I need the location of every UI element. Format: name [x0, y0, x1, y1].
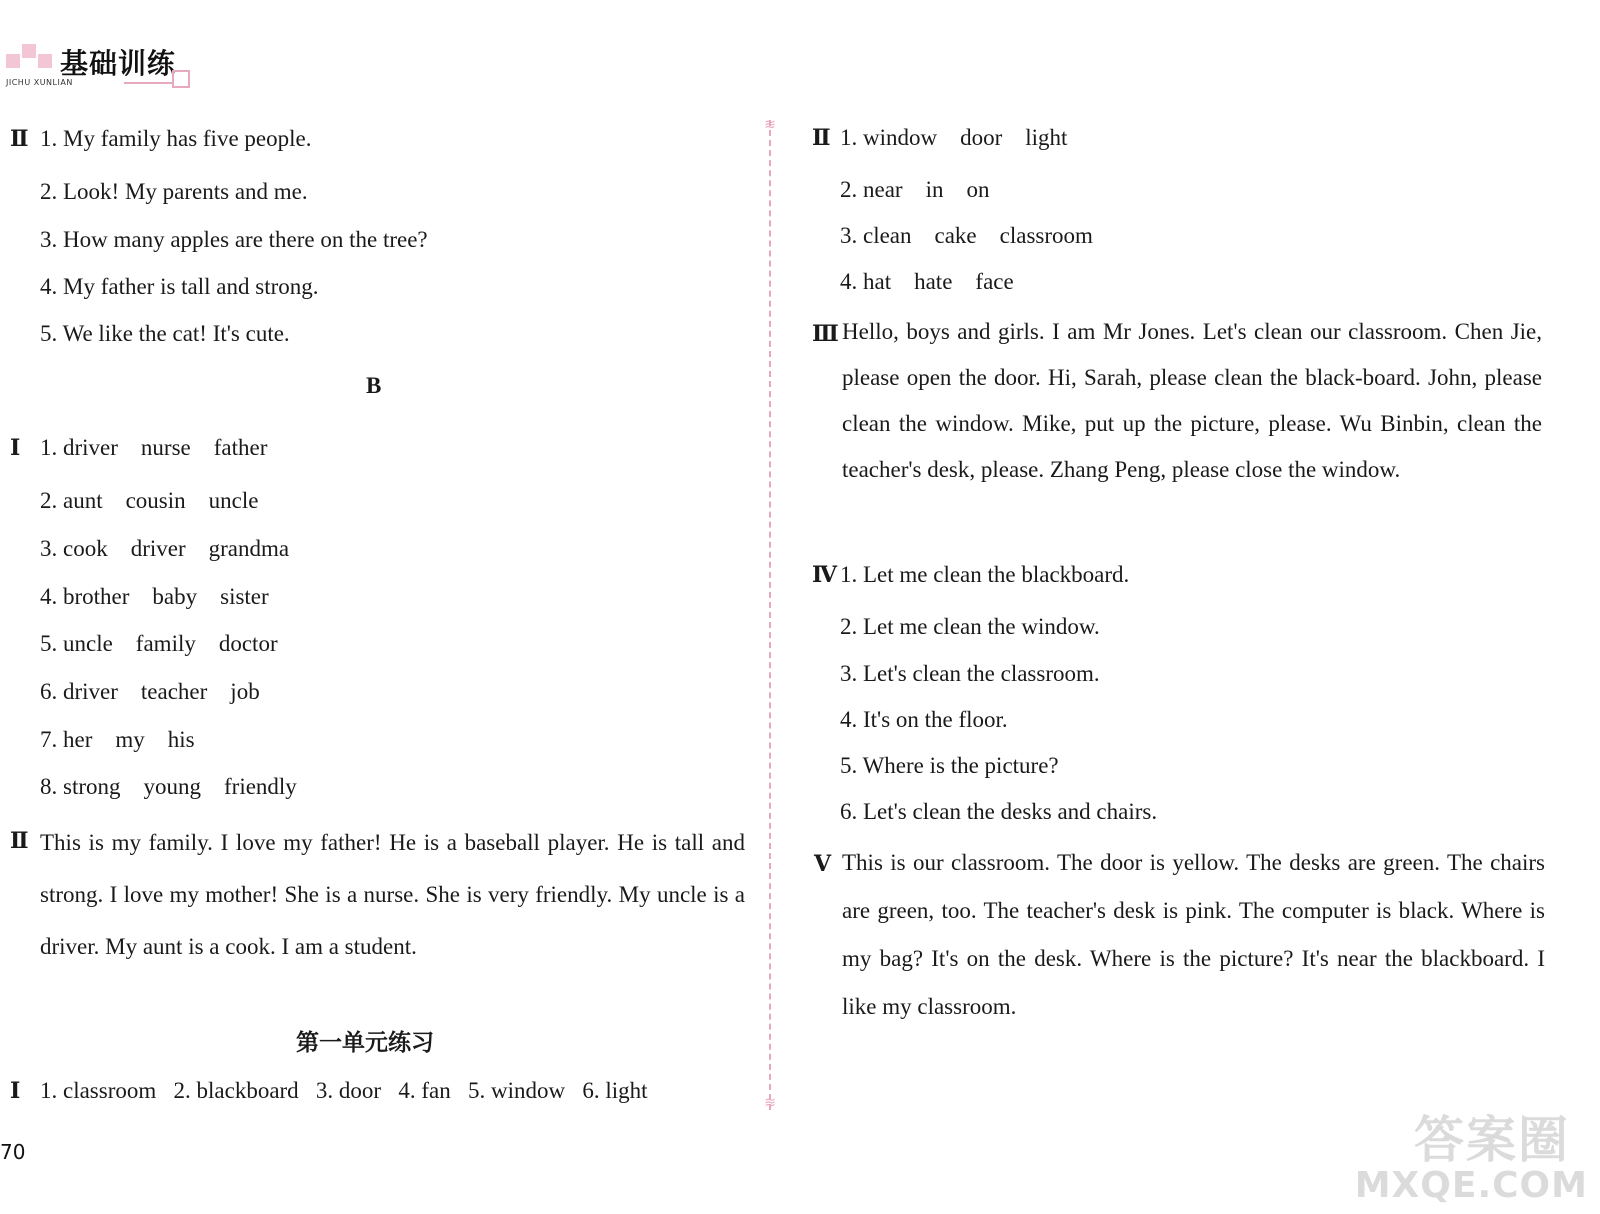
divider-mark-top: ≋ [764, 117, 776, 133]
paragraph: This is our classroom. The door is yellow. The desks are green. The chairs are green, too. The teacher's desk is pink. The computer is black. Where is my bag? It's on the desk. Where is the picture? It's near the blackboard. I like my classroom. [842, 850, 1545, 1019]
divider-mark-bottom: ≋ [764, 1095, 776, 1111]
header-pinyin: JICHU XUNLIAN [6, 78, 73, 87]
watermark-line1: 答案圈 [1414, 1111, 1570, 1169]
part-label: Ⅲ [812, 321, 839, 346]
part-label: Ⅱ [812, 125, 831, 150]
list-item: 1. window door light [840, 125, 1068, 150]
page-number: 70 [0, 1140, 26, 1164]
center-divider [769, 120, 771, 1110]
list-item: 3. clean cake classroom [840, 223, 1093, 248]
watermark-line2: MXQE.COM [1354, 1165, 1588, 1206]
list-item: 5. uncle family doctor [40, 631, 278, 656]
list-item: 3. cook driver grandma [40, 536, 290, 561]
list-item: 2. aunt cousin uncle [40, 488, 259, 513]
watermark-logo [1354, 1096, 1590, 1206]
list-item: 7. her my his [40, 727, 195, 752]
part-label: Ⅰ [10, 1078, 21, 1103]
list-item: 2. Let me clean the window. [840, 614, 1100, 639]
part-label: Ⅴ [814, 851, 832, 876]
list-item: 4. My father is tall and strong. [40, 274, 319, 299]
list-item: 3. How many apples are there on the tree? [40, 227, 428, 252]
list-item: 2. Look! My parents and me. [40, 179, 308, 204]
header-box [172, 70, 190, 88]
paragraph: This is my family. I love my father! He is a baseball player. He is tall and strong. I love my mother! She is a nurse. She is very friendly. My uncle is a driver. My aunt is a cook. I am a student. [40, 830, 745, 959]
list-item: 2. near in on [840, 177, 990, 202]
list-item: 1. My family has five people. [40, 126, 312, 151]
unit-title: 第一单元练习 [296, 1030, 434, 1056]
list-item: 8. strong young friendly [40, 774, 297, 799]
header-title: 基础训练 [60, 47, 177, 80]
list-item: 6. driver teacher job [40, 679, 260, 704]
list-item: 1. driver nurse father [40, 435, 268, 460]
list-item: 1. classroom 2. blackboard 3. door 4. fan 5. window 6. light [40, 1078, 648, 1103]
list-item: 4. It's on the floor. [840, 707, 1008, 732]
header-underline [124, 82, 172, 84]
list-item: 3. Let's clean the classroom. [840, 661, 1100, 686]
part-label: Ⅱ [10, 126, 29, 151]
section-heading: B [366, 373, 382, 398]
list-item: 4. hat hate face [840, 269, 1014, 294]
list-item: 5. We like the cat! It's cute. [40, 321, 290, 346]
list-item: 1. Let me clean the blackboard. [840, 562, 1130, 587]
paragraph: Hello, boys and girls. I am Mr Jones. Let's clean our classroom. Chen Jie, please open the door. Hi, Sarah, please clean the black-board. John, please clean the window. Mike, put up the picture, please. Wu Binbin, clean the teacher's desk, please. Zhang Peng, please close the window. [842, 319, 1542, 482]
list-item: 4. brother baby sister [40, 584, 269, 609]
list-item: 5. Where is the picture? [840, 753, 1059, 778]
header [4, 38, 194, 90]
part-label: Ⅰ [10, 435, 21, 460]
list-item: 6. Let's clean the desks and chairs. [840, 799, 1158, 824]
part-label: Ⅳ [812, 562, 837, 587]
part-label: Ⅱ [10, 828, 29, 853]
